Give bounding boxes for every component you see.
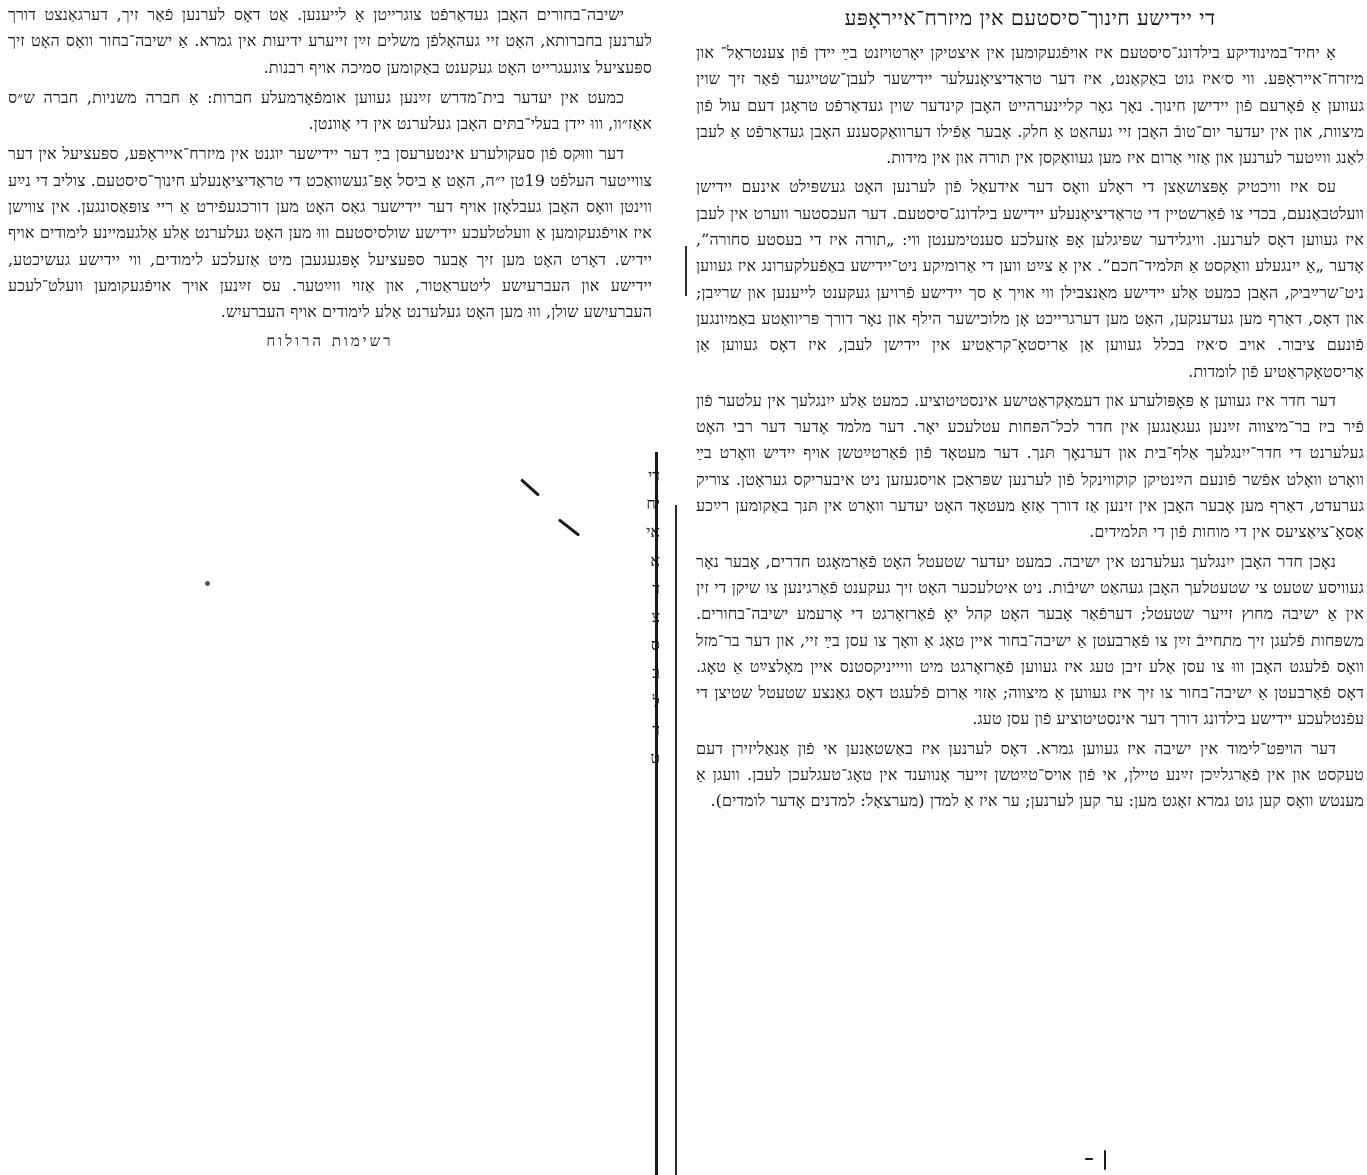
margin-letter: די xyxy=(648,466,660,485)
margin-letter: ל xyxy=(652,691,660,711)
right-column xyxy=(696,40,1364,815)
margin-letter: ס xyxy=(650,635,660,655)
scan-mark xyxy=(205,581,210,586)
scan-mark xyxy=(1104,1150,1106,1170)
paragraph: כמעט אין יעדער בית־מדרש זײַנען געווען אומפֿאָרמעלע חברות: אַ חברה משניות, חברה ש״ס אאַז״וו, וווּ יידן בעלי־בתּים האָבן געלערנט אין די אָוונטן. xyxy=(8,87,652,134)
margin-letter: בֿ xyxy=(652,663,660,683)
paragraph: ישיבה־בחורים האָבן געדאַרפֿט צוגרייטן אַ לייענען. אַט דאָס לערנען פֿאַר זיך, דערגאַנצט דורך לערנען בחברותא, האָט זיי געהאָלפֿן משלים זײַן זייערע ידיעות אין גמרא. אַ ישיבה־בחור וואָס האָט זיך ספּעציעל צוגעגרייט האָט געקענט באַקומען סמיכה אויף רבנות. xyxy=(8,5,652,77)
margin-mark xyxy=(685,246,687,296)
scan-mark xyxy=(558,518,580,536)
column-divider xyxy=(675,505,677,1175)
paragraph: דער חדר איז געווען אַ פּאָפּולערע און דעמאָקראַטישע אינסטיטוציע. כמעט אַלע ייִנגלעך אין עלטער פֿון פֿיר ביז בר־מיצווה זײַנען געגאַנגען אין חדר לכל־הפּחות עטלעכע יאָר. דער מלמד אָדער דער רבי האָט געלערנט די חדר־ייִנגלעך אַלף־בית און דערנאָך תּנך. דער מעטאָד פֿון פֿאַרטײַטשן אויף יידיש וואָרט בײַ וואָרט וואָלט אפֿשר פֿונעם הײַנטיקן קוקווינקל פֿון לערנען שפּראַכן אויסגעזען ניט איבעריקס געראָטן. צוריק גערעדט, דאַרף מען אָבער האָבן אין זינען אַז דורך אַזאַ מעטאָד האָט יעדער וואָרט אין תּנך באַקומען רײַכע אַסאָ־ציאַציעס אין די מוחות פֿון די תּלמידים. xyxy=(696,390,1364,542)
margin-fragment xyxy=(636,462,660,772)
paragraph: נאָכן חדר האָבן ייִנגלעך געלערנט אין ישיבה. כמעט יעדער שטעטל האָט פֿאַרמאָגט חדרים, אָבער נאָר געוויסע שטעט צי שטעטלעך האָבן געהאַט ישיבֿות. ניט איטלעכער האָט זיך געקענט פֿאַרגינען צו שיקן די זין אין אַ ישיבה מחוץ זייער שטעטל; דערפֿאַר אָבער האָט קהל יאָ פֿאַרזאָרגט די אָרעמע ישיבה־בחורים. משפּחות פֿלעגן זיך מתחייבֿ זײַן צו פֿאַרבעטן אַ ישיבה־בחור איין טאָג אַ וואָך צו עסן בײַ זיי, און דער בר־מזל וואָס פֿלעגט האָבן וווּ צו עסן אַלע זיבן טעג איז געווען פֿאַרזאָרגט מיט וויייניקסטנס איין מאָלצײַט אַ טאָג. דאָס פֿאַרבעטן אַ ישיבה־בחור צו זיך איז געווען אַ מיצווה; אַזוי אַרום פֿלעגט דאָס גאַנצע שטעטל שטיצן די עפֿנטלעכע יידישע בילדונג דורך דער אינסטיטוציע פֿון עסן טעג. xyxy=(696,551,1364,729)
signature: רשימות הרולוח xyxy=(266,331,394,350)
paragraph: דער וווּקס פֿון סעקולערע אינטערעסן בײַ דער יידישער יוגנט אין מיזרח־אייראָפּע, ספּעציעל אין דער צווייטער העלפֿט 19טן י״ה, האָט אַ ביסל אָפּ־געשוואַכט די טראַדיציאָנעלע חינוך־סיסטעם. צוליב די נײַע ווינטן וואָס האָבן געבלאָזן אויף דער יידישער גאַס האָט מען דורכגעפֿירט אַ ריי צופּאַסונגען. אין צווישן איז אויפֿגעקומען אַ וועלטלעכע יידישע שולסיסטעם וווּ מען האָט געלערנט אַלע אַלגעמיינע לימודים אויף יידיש. דאָרט האָט מען זיך אָבער ספּעציעל אָפּגעגעבן מיט אַזעלכע לימודים, ווי יידישע געשיכטע, יידישע און העברעיִשע ליטעראַטור, און אַזוי ווײַטער. עס זײַנען אויך אויפֿגעקומען וועלט־לעכע העברעיִשע שולן, וווּ מען האָט געלערנט אַלע לימודים אויף העברעיִש. xyxy=(8,144,653,322)
margin-letter: ד xyxy=(652,719,660,739)
paragraph: דער הויפּט־לימוד אין ישיבה איז געווען גמרא. דאָס לערנען איז באַשטאַנען אי פֿון אַנאַליזירן דעם טעקסט און אין פֿאַרגלײַכן זײַנע טיילן, אי פֿון אויס־טײַטשן זייער אָנווענד אין טאָג־טעגלעכן לעבן. וועגן אַ מענטש וואָס קען גוט גמרא זאָגט מען: ער קען לערנען; ער איז אַ למדן (מערצאָל: למדנים אָדער לומדים). xyxy=(696,738,1364,811)
margin-letter: א xyxy=(650,550,660,570)
margin-letter: צ xyxy=(651,607,660,627)
left-column xyxy=(8,2,652,354)
paragraph: אַ יחיד־במינודיקע בילדונג־סיסטעם איז אויפֿגעקומען אין איצטיקן יאָרטויזנט בײַ יידן פֿון צענטראַל־ און מיזרח־אייראָפּע. ווי ס׳איז גוט באַקאַנט, איז דער טראַדיציאָנעלער יידישער לעבן־שטייגער פֿאַר זיך שוין געווען אַ פֿאָרעם פֿון יידישן חינוך. נאָך גאָר קליינערהייט האָבן קינדער שוין געדאַרפֿט טראָגן דעם עול פֿון מיצוות, און אין יעדער יום־טובֿ האָבן זיי געהאַט אַ חלק. אָבער אַפֿילו דערוואַקסענע האָבן געדאַרפֿט אַ לעבן לאַנג ווײַטער לערנען און אַזוי אַרום איז מען געוואַקסן אין תורה און אין מידות. xyxy=(696,43,1364,168)
scan-mark xyxy=(520,478,540,496)
page-title: די יידישע חינוך־סיסטעם אין מיזרח־אייראָפּע xyxy=(844,6,1216,30)
margin-letter: אי xyxy=(646,522,660,542)
paragraph: עס איז וויכטיק אָפּצושאַצן די ראָלע וואָס דער אידעאַל פֿון לערנען האָט געשפּילט אינעם יידישן וועלטבאַנעם, בכדי צו פֿאַרשטיין די טראַדיציאָנעלע יידישע בילדונג־סיסטעם. דער העכסטער ווערט אין לעבן איז געווען דאָס לערנען. וויגלידער שפּיגלען אָפּ אַזעלכע סענטימענטן ווי: „תורה איז די בעסטע סחורה”, אָדער „אַ ייִנגעלע וואַקסט אַ תּלמיד־חכם”. אין אַ צײַט ווען די אַרומיקע ניט־יידישע באַפֿעלקערונג איז געווען ניט־שרײַביק, האָבן כמעט אַלע יידישע מאַנצבילן ווי אויך אַ סך יידישע פֿרויען געקענט לייענען און שרײַבן; און דאָס, דאַרף מען געדענקען, האָט מען דערגרייכט אָן מלוכישער הילף און נאָר דורך פּריוואַטע באַמיִונגען פֿונעם ציבור. אויב ס׳איז בכלל געווען אַן אַריסטאָ־קראַטיע אין יידישן לעבן, איז דאָס געווען אַן אַריסטאָקראַטיע פֿון לומדות. xyxy=(696,177,1364,381)
margin-letter: ד xyxy=(652,578,660,598)
margin-letter: ט xyxy=(650,748,660,768)
scan-mark xyxy=(1085,1158,1093,1160)
margin-letter: יח xyxy=(646,494,660,514)
